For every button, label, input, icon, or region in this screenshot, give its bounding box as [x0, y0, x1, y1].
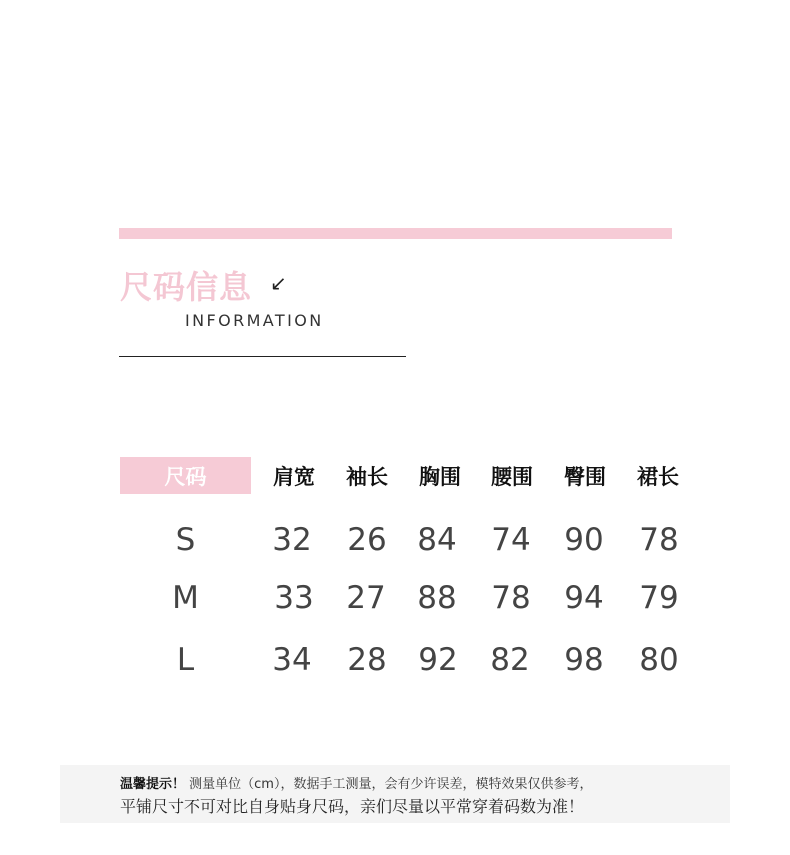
table-cell: 27	[346, 580, 386, 616]
table-cell: 78	[491, 580, 531, 616]
table-cell: 92	[418, 642, 458, 678]
arrow-down-left-icon: ↙	[270, 271, 287, 295]
table-cell: 98	[564, 642, 604, 678]
table-cell: 78	[639, 522, 679, 558]
table-cell: 26	[347, 522, 387, 558]
table-cell: 90	[564, 522, 604, 558]
column-header-sleeve: 袖长	[346, 465, 388, 489]
top-accent-bar	[119, 228, 672, 239]
table-cell: 84	[417, 522, 457, 558]
table-cell: 80	[639, 642, 679, 678]
table-cell: 94	[564, 580, 604, 616]
column-header-skirt-length: 裙长	[637, 465, 679, 489]
table-cell: 28	[347, 642, 387, 678]
table-cell: 82	[490, 642, 530, 678]
notice-box	[60, 765, 730, 823]
title-underline	[119, 356, 406, 357]
column-header-hip: 臀围	[564, 465, 606, 489]
table-cell: 34	[272, 642, 312, 678]
table-cell: 79	[639, 580, 679, 616]
notice-line-1	[120, 773, 592, 792]
page-title: 尺码信息	[120, 268, 253, 306]
table-cell: 33	[274, 580, 314, 616]
notice-label: 温馨提示！	[120, 777, 186, 792]
size-column-header: 尺码	[120, 457, 251, 494]
notice-text-1: 测量单位（cm），数据手工测量，会有少许误差，模特效果仅供参考，	[189, 777, 593, 792]
row-size-label: S	[175, 522, 196, 558]
row-size-label: L	[176, 642, 195, 678]
column-header-chest: 胸围	[419, 465, 461, 489]
table-cell: 88	[417, 580, 457, 616]
table-cell: 32	[272, 522, 312, 558]
column-header-shoulder: 肩宽	[273, 465, 315, 489]
notice-line-2: 平铺尺寸不可对比自身贴身尺码，亲们尽量以平常穿着码数为准！	[120, 797, 585, 816]
column-header-waist: 腰围	[491, 465, 533, 489]
row-size-label: M	[172, 580, 199, 616]
page-subtitle: INFORMATION	[185, 311, 324, 330]
table-cell: 74	[491, 522, 531, 558]
